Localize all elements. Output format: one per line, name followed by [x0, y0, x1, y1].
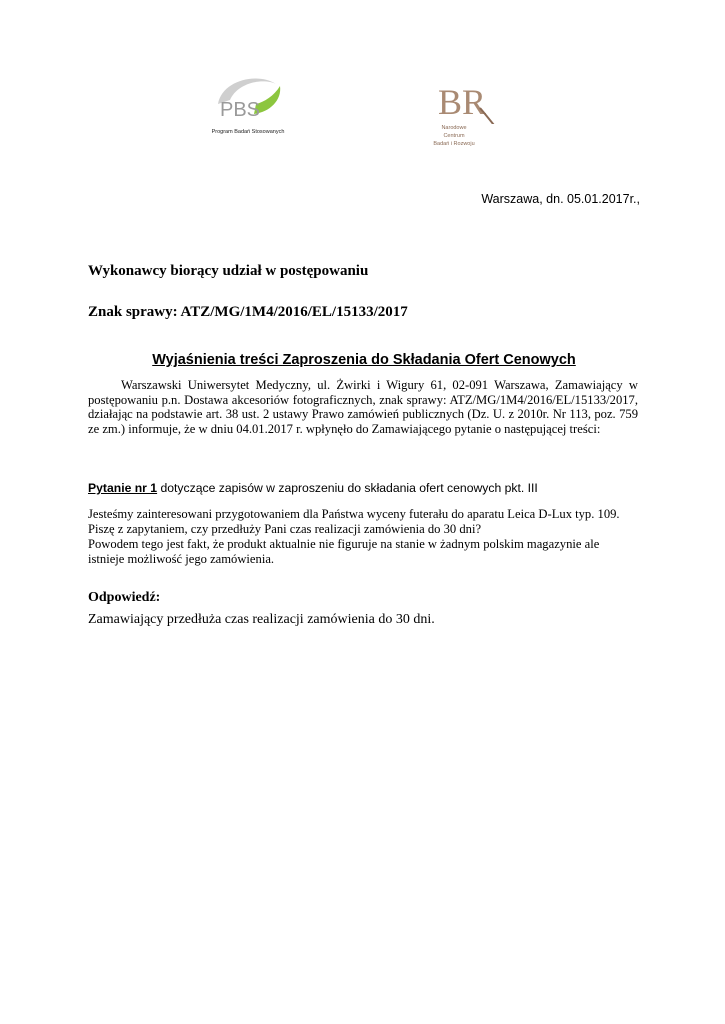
- pbs-logo-mark: PBS: [220, 99, 261, 121]
- answer-text: Zamawiający przedłuża czas realizacji zamówienia do 30 dni.: [88, 612, 435, 627]
- question-line: Piszę z zapytaniem, czy przedłuży Pani czas realizacji zamówienia do 30 dni?: [88, 522, 482, 536]
- date-line: Warszawa, dn. 05.01.2017r.,: [481, 192, 640, 206]
- question-line: Jesteśmy zainteresowani przygotowaniem dla Państwa wyceny futerału do aparatu Leica D-Lux typ. 109.: [88, 507, 620, 521]
- document-title: Wyjaśnienia treści Zaproszenia do Składania Ofert Cenowych: [152, 352, 576, 368]
- question-body: [88, 507, 638, 567]
- question-heading-text: dotyczące zapisów w zaproszeniu do składania ofert cenowych pkt. III: [157, 481, 538, 495]
- case-reference: Znak sprawy: ATZ/MG/1M4/2016/EL/15133/2017: [88, 304, 408, 320]
- answer-label: Odpowiedź:: [88, 590, 161, 605]
- question-line: Powodem tego jest fakt, że produkt aktualnie nie figuruje na stanie w żadnym polskim magazynie ale istnieje możliwość jego zamówienia.: [88, 537, 600, 566]
- pbs-logo-caption: Program Badań Stosowanych: [211, 129, 285, 135]
- pbs-logo: [198, 70, 298, 145]
- ncbr-logo-caption: [432, 124, 476, 148]
- ncbr-caption-line-2: Badań i Rozwoju: [433, 141, 475, 147]
- ncbr-caption-line-1: Narodowe Centrum: [441, 125, 467, 139]
- ncbr-logo: [432, 78, 522, 158]
- ncbr-monogram-icon: [432, 78, 522, 124]
- question-label: Pytanie nr 1: [88, 481, 158, 495]
- question-heading: [88, 481, 538, 495]
- pbs-swoosh-icon: [198, 70, 298, 130]
- intro-paragraph: Warszawski Uniwersytet Medyczny, ul. Żwirki i Wigury 61, 02-091 Warszawa, Zamawiający w postępowaniu p.n. Dostawa akcesoriów fotograficznych, znak sprawy: ATZ/MG/1M4/2016/EL/15133/2017, działając na podstawie art. 38 ust. 2 ustawy Prawo zamówień publicznych (Dz. U. z 2010r. Nr 113, poz. 759 ze zm.) informuje, że w dniu 04.01.2017 r. wpłynęło do Zamawiającego pytanie o następującej treści:: [88, 378, 638, 437]
- addressee-heading: Wykonawcy biorący udział w postępowaniu: [88, 263, 369, 279]
- ncbr-logo-mark: BR: [438, 82, 487, 122]
